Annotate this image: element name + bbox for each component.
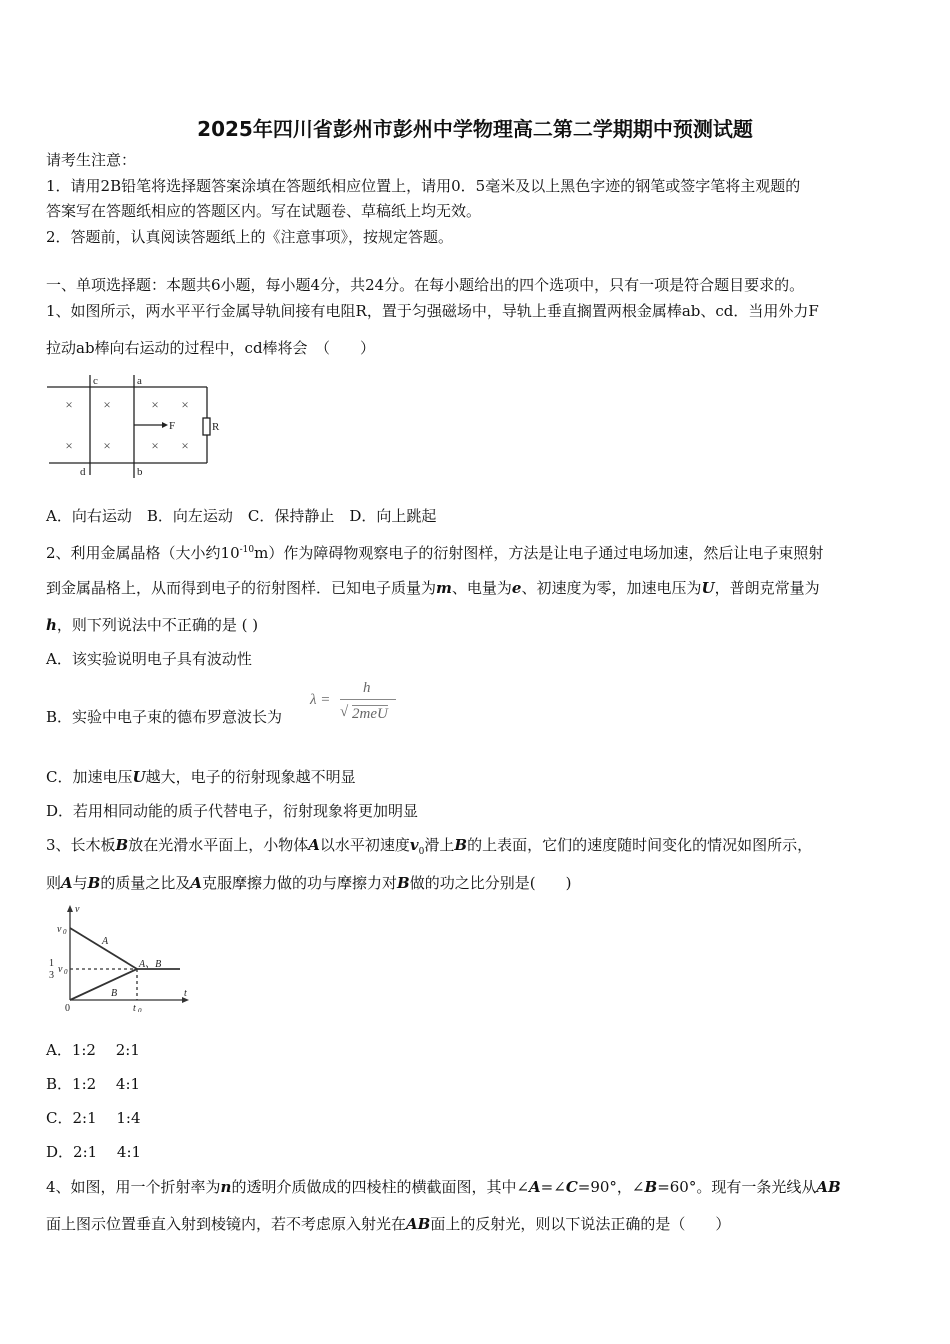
- text-segment: 面上图示位置垂直入射到棱镜内，若不考虑原入射光在: [46, 1215, 407, 1233]
- text-line: [46, 227, 453, 247]
- text-segment: U: [701, 579, 715, 597]
- text-segment: -10: [239, 545, 255, 555]
- text-segment: 克服摩擦力做的功与摩擦力对: [202, 874, 398, 892]
- text-line: [46, 835, 812, 862]
- field-cross: ×: [103, 438, 111, 453]
- text-segment: 答案写在答题纸相应的答题区内。写在试题卷、草稿纸上均无效。: [46, 202, 482, 220]
- text-segment: C．加速电压: [46, 768, 133, 786]
- text-segment: 、初速度为零，加速电压为: [521, 579, 702, 597]
- text-segment: 越大，电子的衍射现象越不明显: [145, 768, 356, 786]
- text-segment: 滑上: [424, 836, 455, 854]
- text-segment: A．1:2 2:1: [46, 1041, 140, 1059]
- text-segment: =∠: [540, 1178, 566, 1196]
- formula-numerator: h: [363, 680, 371, 696]
- text-line: [46, 176, 800, 196]
- text-segment: =60°。现有一条光线从: [657, 1178, 817, 1196]
- label-c: c: [93, 375, 98, 387]
- text-segment: B: [115, 836, 129, 854]
- text-line: [46, 615, 258, 635]
- text-segment: 1、如图所示，两水平平行金属导轨间接有电阻R，置于匀强磁场中，导轨上垂直搁置两根金属棒ab、cd．当用外力F: [46, 302, 819, 320]
- tick-third-v0: v: [58, 964, 63, 975]
- origin-label: 0: [65, 1003, 70, 1012]
- label-d: d: [80, 466, 86, 478]
- tick-third-v0-sub: 0: [64, 968, 68, 976]
- document-page: 2025年四川省彭州市彭州中学物理高二第二学期期中预测试题 请考生注意： 1．请用2B铅笔将选择题答案涂填在答题纸相应位置上，请用0．5毫米及以上黑色字迹的钢笔或签字笔将主观题的 答案写在答题纸相应的答题区内。写在试题卷、草稿纸上均无效。 2．答题前，认真阅读答题纸上的《注意事项》，按规定答题。 一、单项选择题：本题共6小题，每小题4分，共24分。在每小题给出的四个选项中，只有一项是符合题目要求的。 1、如图所示，两水平平行金属导轨间接有电阻R，置于匀强磁场中，导轨上垂直搁置两根金属棒ab、cd．当用外力F 拉动ab棒向右运动的过程中，cd棒将会 （ ） A．向右运动 B．向左运动 C．保持静止 D．向上跳起 2、利用金属晶格（大小约$10^{-10}m$）作为障碍物观察电子的衍射图样，方法是让电子通过电场加速，然后让电子束照射 到金属晶格上，从而得到电子的衍射图样．已知电子质量为m、电量为e、初速度为零，加速电压为U，普朗克常量为 h，则下列说法中不正确的是 ( ) A．该实验说明电子具有波动性 B．实验中电子束的德布罗意波长为 C．加速电压U越大，电子的衍射现象越不明显 D．若用相同动能的质子代替电子，衍射现象将更加明显 3、长木板B放在光滑水平面上，小物体A以水平初速度$v_0$滑上B的上表面，它们的速度随时间变化的情况如图所示， 则A与B的质量之比及A克服摩擦力做的功与摩擦力对B做的功之比分别是( ) A．1:2 2:1 B．1:2 4:1 C．2:1 1:4 D．2:1 4:1 4、如图，用一个折射率为n的透明介质做成的四棱柱的横截面图，其中∠A=∠C=90°，∠B=60°。现有一条光线从AB 面上图示位置垂直入射到棱镜内，若不考虑原入射光在AB面上的反射光，则以下说法正确的是（ ） × × × × × × × × c a d b F R λ = h √ 2meU v v 0 1 3 v 0 A B A、B 0 t t 0: [0, 0, 950, 1344]
- text-segment: AB: [816, 1178, 841, 1196]
- field-cross: ×: [103, 397, 111, 412]
- text-segment: A: [529, 1178, 541, 1196]
- text-line: [46, 1214, 730, 1234]
- field-cross: ×: [65, 397, 73, 412]
- text-segment: m）作为障碍物观察电子的衍射图样，方法是让电子通过电场加速，然后让电子束照射: [254, 544, 824, 562]
- text-segment: A: [190, 874, 203, 892]
- text-line: [46, 767, 356, 787]
- text-segment: 以水平初速度: [319, 836, 410, 854]
- text-segment: 2、利用金属晶格（大小约10: [46, 544, 240, 562]
- text-segment: U: [132, 768, 146, 786]
- field-cross: ×: [151, 397, 159, 412]
- label-F: F: [169, 420, 176, 432]
- text-segment: 0: [418, 847, 425, 857]
- text-line: [46, 1108, 141, 1128]
- field-cross: ×: [181, 397, 189, 412]
- text-segment: 的质量之比及: [100, 874, 191, 892]
- formula-denominator: 2meU: [352, 706, 388, 722]
- axis-label-v: v: [75, 904, 80, 915]
- text-line: [46, 649, 252, 669]
- text-segment: e: [511, 579, 522, 597]
- text-segment: 3、长木板: [46, 836, 116, 854]
- text-segment: A．该实验说明电子具有波动性: [46, 650, 252, 668]
- text-segment: B: [644, 1178, 658, 1196]
- text-segment: 拉动ab棒向右运动的过程中，cd棒将会 （ ）: [46, 339, 376, 357]
- line-label-AB: A、B: [139, 959, 162, 970]
- text-segment: 做的功之比分别是( ): [409, 874, 572, 892]
- text-segment: 、电量为: [451, 579, 512, 597]
- text-line: [46, 1040, 140, 1060]
- text-segment: =90°，∠: [577, 1178, 645, 1196]
- text-segment: 面上的反射光，则以下说法正确的是（ ）: [430, 1215, 731, 1233]
- text-line: [46, 506, 436, 526]
- field-cross: ×: [65, 438, 73, 453]
- text-segment: 请考生注意：: [46, 151, 137, 169]
- text-line: [46, 707, 282, 727]
- field-cross: ×: [151, 438, 159, 453]
- text-line: [46, 540, 823, 563]
- text-segment: h: [46, 616, 57, 634]
- tick-t0: t: [133, 1003, 136, 1012]
- tick-v0: v: [57, 924, 62, 935]
- text-segment: A: [308, 836, 320, 854]
- text-line: [46, 275, 804, 295]
- text-line: [46, 201, 481, 221]
- label-R: R: [212, 421, 220, 433]
- text-line: [46, 1177, 841, 1197]
- text-line: [46, 338, 375, 358]
- text-segment: B: [397, 874, 410, 892]
- label-a: a: [137, 375, 142, 387]
- text-line: [46, 301, 819, 321]
- text-segment: 的透明介质做成的四棱柱的横截面图，其中∠: [231, 1178, 530, 1196]
- label-b: b: [137, 466, 143, 478]
- tick-third-den: 3: [49, 970, 54, 981]
- figure-velocity-time-graph: [44, 900, 194, 1012]
- text-line: [46, 578, 820, 598]
- text-segment: C: [565, 1178, 578, 1196]
- text-segment: 放在光滑水平面上，小物体: [128, 836, 309, 854]
- text-segment: A: [61, 874, 73, 892]
- text-line: [46, 873, 571, 893]
- tick-t0-sub: 0: [138, 1007, 142, 1012]
- text-segment: A．向右运动 B．向左运动 C．保持静止 D．向上跳起: [46, 507, 437, 525]
- text-segment: m: [436, 579, 452, 597]
- figure-rails-magnetic-field: [44, 370, 224, 482]
- text-segment: AB: [406, 1215, 431, 1233]
- text-segment: 4、如图，用一个折射率为: [46, 1178, 221, 1196]
- text-segment: 2．答题前，认真阅读答题纸上的《注意事项》，按规定答题。: [46, 228, 454, 246]
- page-title: 2025年四川省彭州市彭州中学物理高二第二学期期中预测试题: [197, 117, 753, 141]
- line-label-A: A: [102, 936, 109, 947]
- text-segment: 1．请用2B铅笔将选择题答案涂填在答题纸相应位置上，请用0．5毫米及以上黑色字迹的钢笔或签字笔将主观题的: [46, 177, 801, 195]
- field-cross: ×: [181, 438, 189, 453]
- text-line: [46, 150, 136, 170]
- axis-label-t: t: [184, 988, 187, 999]
- text-segment: B．实验中电子束的德布罗意波长为: [46, 708, 283, 726]
- text-segment: 到金属晶格上，从而得到电子的衍射图样．已知电子质量为: [46, 579, 437, 597]
- text-segment: 一、单项选择题：本题共6小题，每小题4分，共24分。在每小题给出的四个选项中，只有一项是符合题目要求的。: [46, 276, 805, 294]
- text-segment: ，普朗克常量为: [714, 579, 820, 597]
- text-segment: C．2:1 1:4: [46, 1109, 141, 1127]
- text-line: [46, 1142, 141, 1162]
- text-line: [46, 801, 418, 821]
- text-segment: B: [87, 874, 101, 892]
- text-line: [46, 1074, 140, 1094]
- text-segment: 与: [72, 874, 88, 892]
- formula-lhs: λ =: [310, 692, 331, 708]
- text-segment: D．若用相同动能的质子代替电子，衍射现象将更加明显: [46, 802, 419, 820]
- text-segment: v: [409, 836, 419, 854]
- text-segment: B．1:2 4:1: [46, 1075, 141, 1093]
- text-segment: ，则下列说法中不正确的是 ( ): [56, 616, 259, 634]
- text-segment: n: [220, 1178, 232, 1196]
- text-segment: 则: [46, 874, 62, 892]
- text-segment: 的上表面，它们的速度随时间变化的情况如图所示，: [467, 836, 813, 854]
- line-label-B: B: [111, 988, 118, 999]
- text-segment: D．2:1 4:1: [46, 1143, 142, 1161]
- text-segment: B: [454, 836, 468, 854]
- tick-third-num: 1: [49, 958, 54, 969]
- tick-v0-sub: 0: [63, 928, 67, 936]
